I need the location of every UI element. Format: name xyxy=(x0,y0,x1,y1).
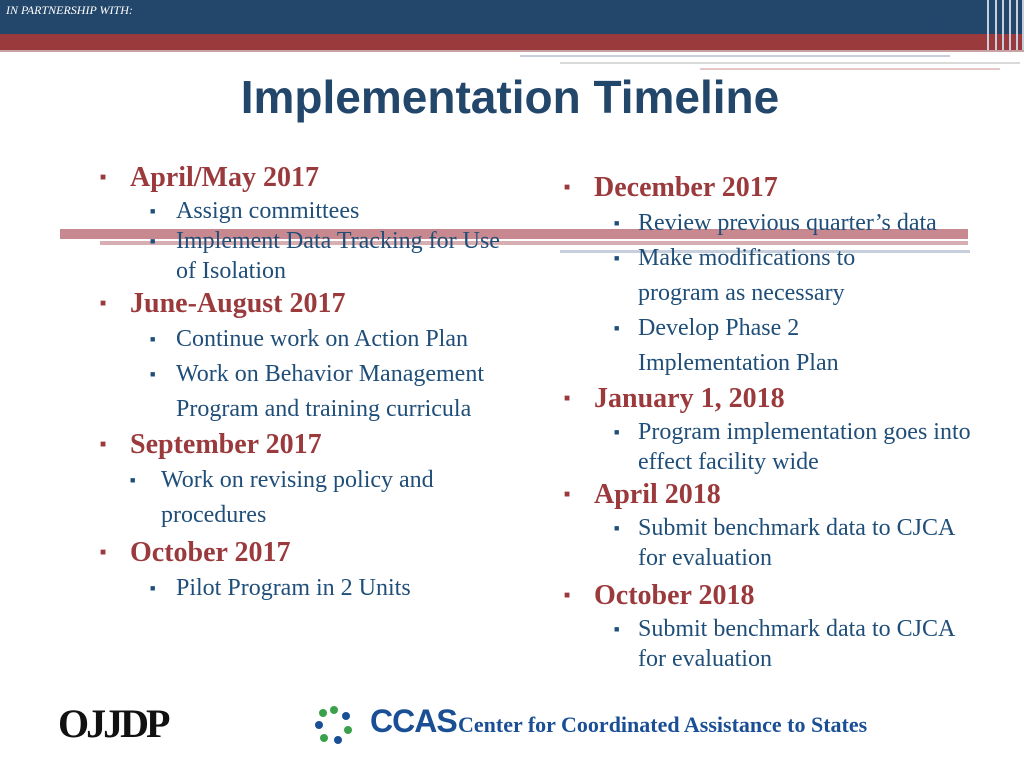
ccas-logo-text: CCAS xyxy=(370,703,457,739)
item-text: Submit benchmark data to CJCA for evaluation xyxy=(638,515,954,571)
timeline-heading xyxy=(96,286,516,322)
timeline-item xyxy=(96,463,516,533)
timeline-left-column xyxy=(96,160,516,606)
item-text: Review previous quarter’s data xyxy=(638,210,937,236)
timeline-heading xyxy=(96,427,516,463)
timeline-item xyxy=(560,614,1010,674)
bullet-icon: ■ xyxy=(130,475,136,485)
item-text: Assign committees xyxy=(176,198,360,224)
bullet-icon: ■ xyxy=(614,323,620,333)
timeline-heading xyxy=(560,381,1010,417)
slide-number: 13 xyxy=(925,12,945,34)
timeline-section xyxy=(96,286,516,427)
ccas-logo-icon xyxy=(314,705,354,745)
heading-text: April 2018 xyxy=(594,479,721,510)
partnership-label: IN PARTNERSHIP WITH: xyxy=(6,3,133,17)
timeline-item xyxy=(560,241,1010,311)
timeline-heading xyxy=(96,160,516,196)
item-text: Continue work on Action Plan xyxy=(176,326,468,352)
timeline-item xyxy=(96,357,516,427)
bullet-icon: ■ xyxy=(614,523,620,533)
heading-text: September 2017 xyxy=(130,429,322,460)
item-text: Program implementation goes into effect facility wide xyxy=(638,419,971,475)
bullet-icon: ■ xyxy=(564,489,571,500)
item-text: Work on Behavior Management Program and training curricula xyxy=(176,361,484,422)
bullet-icon: ■ xyxy=(150,369,156,379)
item-text: Pilot Program in 2 Units xyxy=(176,575,411,601)
heading-text: December 2017 xyxy=(594,172,778,203)
header-line xyxy=(520,55,950,57)
bullet-icon: ■ xyxy=(564,182,571,193)
page-title: Implementation Timeline xyxy=(240,71,780,123)
timeline-item xyxy=(96,571,516,606)
timeline-right-column xyxy=(560,170,1010,674)
timeline-item xyxy=(96,196,516,226)
bullet-icon: ■ xyxy=(614,624,620,634)
timeline-item xyxy=(560,311,1010,381)
bullet-icon: ■ xyxy=(100,172,107,183)
heading-text: January 1, 2018 xyxy=(594,383,785,414)
timeline-heading xyxy=(560,578,1010,614)
header-bar xyxy=(0,0,1024,34)
ojjdp-logo: OJJDP xyxy=(58,701,168,746)
bullet-icon: ■ xyxy=(614,218,620,228)
header-stripes xyxy=(985,0,1024,50)
item-text: Make modifications to program as necessary xyxy=(638,245,856,306)
heading-text: October 2017 xyxy=(130,537,291,568)
timeline-section xyxy=(96,427,516,533)
bullet-icon: ■ xyxy=(150,206,156,216)
header-line xyxy=(0,50,1024,52)
bullet-icon: ■ xyxy=(614,253,620,263)
timeline-section xyxy=(560,170,1010,381)
header-line xyxy=(560,62,1020,64)
timeline-section xyxy=(560,477,1010,573)
bullet-icon: ■ xyxy=(150,334,156,344)
bullet-icon: ■ xyxy=(100,547,107,558)
item-text: Implement Data Tracking for Use of Isolation xyxy=(176,228,500,284)
timeline-item xyxy=(96,226,516,286)
timeline-heading xyxy=(560,170,1010,206)
heading-text: April/May 2017 xyxy=(130,162,319,193)
timeline-section xyxy=(96,535,516,606)
timeline-heading xyxy=(560,477,1010,513)
bullet-icon: ■ xyxy=(564,590,571,601)
ccas-full-name: Center for Coordinated Assistance to States xyxy=(458,712,868,737)
bullet-icon: ■ xyxy=(150,583,156,593)
timeline-item xyxy=(560,206,1010,241)
timeline-heading xyxy=(96,535,516,571)
timeline-section xyxy=(560,381,1010,477)
timeline-item xyxy=(560,513,1010,573)
item-text: Develop Phase 2 Implementation Plan xyxy=(638,315,839,376)
item-text: Work on revising policy and procedures xyxy=(161,467,434,528)
timeline-item xyxy=(560,417,1010,477)
bullet-icon: ■ xyxy=(150,236,156,246)
heading-text: June-August 2017 xyxy=(130,288,346,319)
bullet-icon: ■ xyxy=(564,393,571,404)
timeline-item xyxy=(96,322,516,357)
bullet-icon: ■ xyxy=(100,439,107,450)
bullet-icon: ■ xyxy=(614,427,620,437)
timeline-section xyxy=(560,578,1010,674)
bullet-icon: ■ xyxy=(100,298,107,309)
heading-text: October 2018 xyxy=(594,580,755,611)
header-accent-bar xyxy=(0,34,1024,50)
item-text: Submit benchmark data to CJCA for evaluation xyxy=(638,616,954,672)
timeline-section xyxy=(96,160,516,286)
